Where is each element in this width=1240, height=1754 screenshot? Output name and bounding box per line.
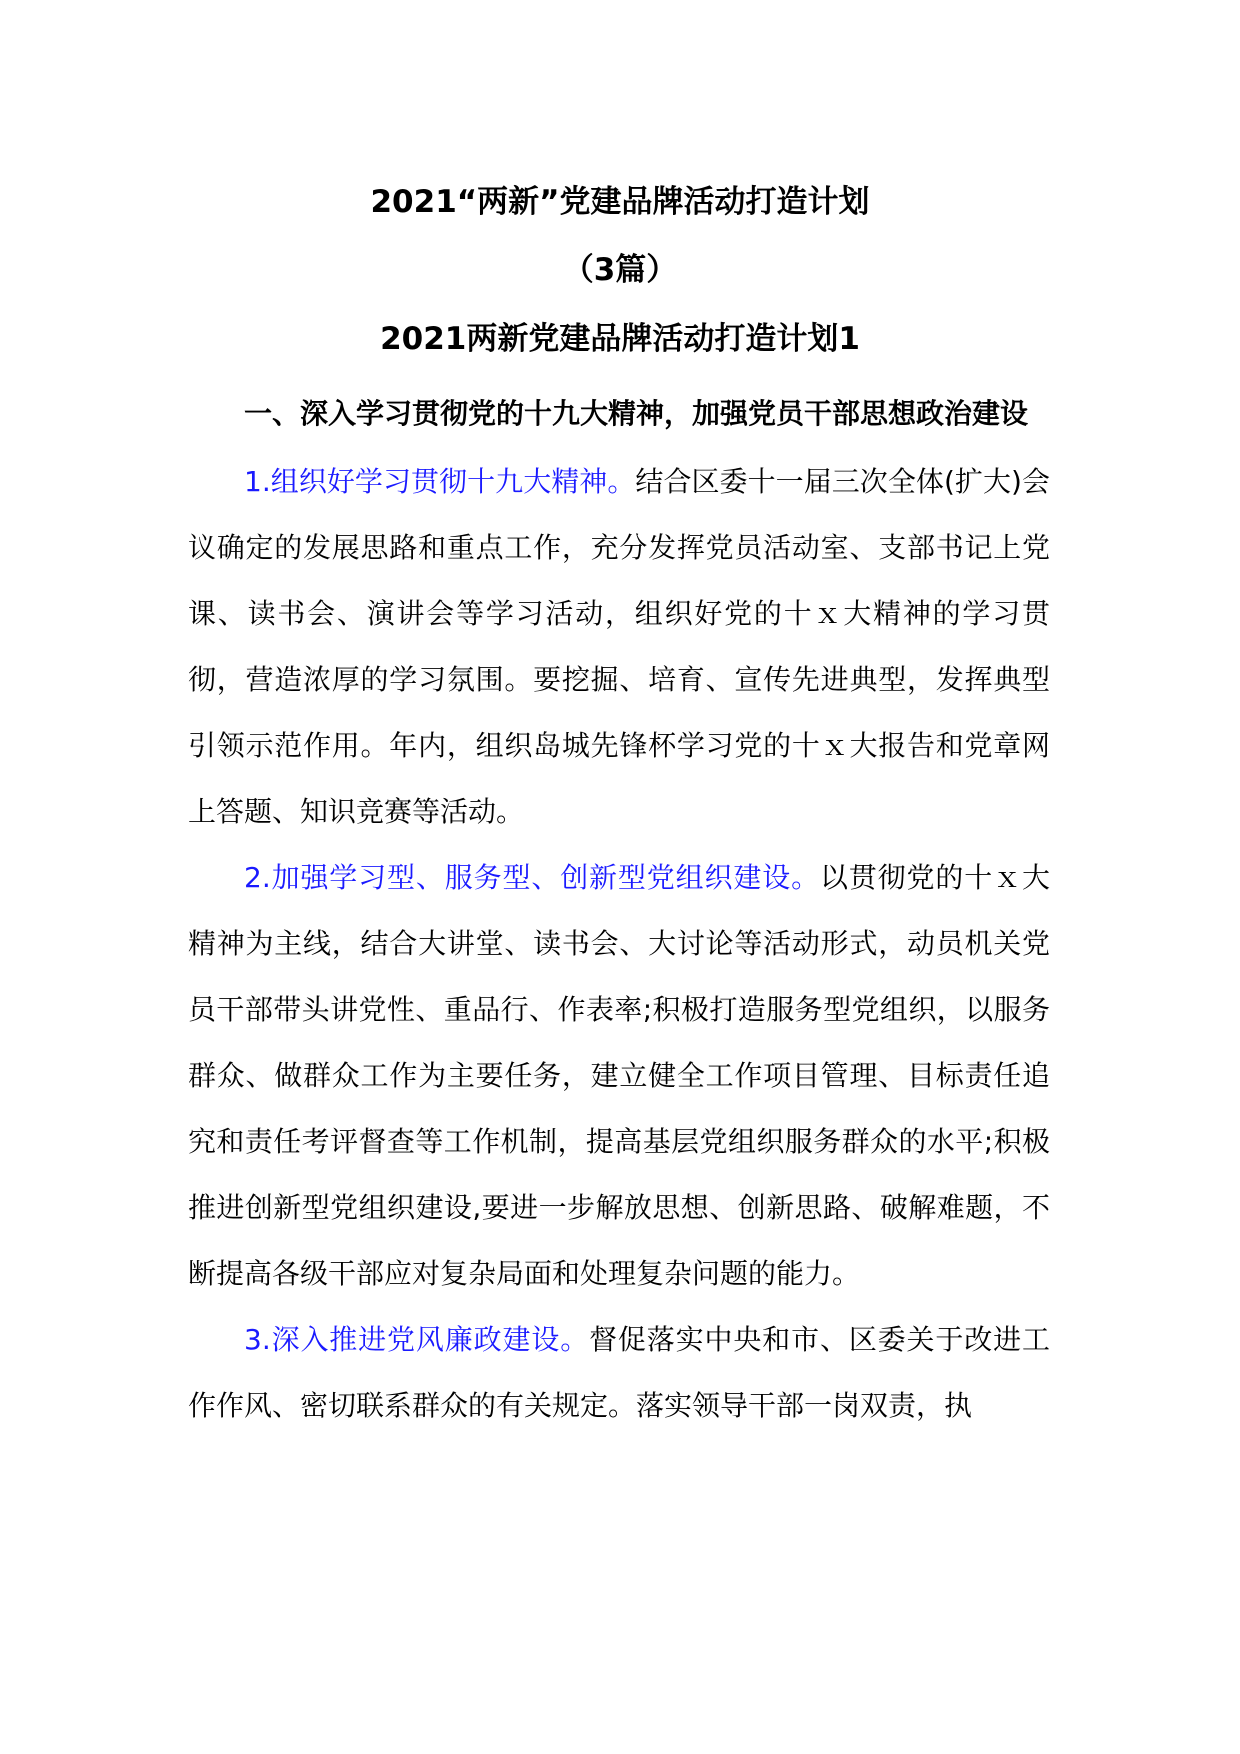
paragraph-item-1	[188, 449, 1050, 845]
item-lead-1: 1.组织好学习贯彻十九大精神。	[244, 465, 636, 498]
paragraph-item-2	[188, 845, 1050, 1307]
item-lead-2: 2.加强学习型、服务型、创新型党组织建设。	[244, 861, 820, 894]
item-lead-3: 3.深入推进党风廉政建设。	[244, 1323, 590, 1356]
item-text-1: 结合区委十一届三次全体(扩大)会议确定的发展思路和重点工作，充分发挥党员活动室、支部书记上党课、读书会、演讲会等学习活动，组织好党的十ｘ大精神的学习贯彻，营造浓厚的学习氛围。要挖掘、培育、宣传先进典型，发挥典型引领示范作用。年内，组织岛城先锋杯学习党的十ｘ大报告和党章网上答题、知识竞赛等活动。	[188, 465, 1050, 828]
section-heading: 一、深入学习贯彻党的十九大精神，加强党员干部思想政治建设	[244, 397, 1029, 430]
document-title-count: （3篇）	[562, 252, 678, 288]
document-title: 2021“两新”党建品牌活动打造计划	[370, 184, 870, 220]
document-subtitle: 2021两新党建品牌活动打造计划1	[380, 321, 860, 357]
item-text-3: 督促落实中央和市、区委关于改进工作作风、密切联系群众的有关规定。落实领导干部一岗双责，执	[188, 1323, 1050, 1422]
paragraph-item-3	[188, 1307, 1050, 1439]
item-text-2: 以贯彻党的十ｘ大精神为主线，结合大讲堂、读书会、大讨论等活动形式，动员机关党员干部带头讲党性、重品行、作表率;积极打造服务型党组织，以服务群众、做群众工作为主要任务，建立健全工作项目管理、目标责任追究和责任考评督查等工作机制，提高基层党组织服务群众的水平;积极推进创新型党组织建设,要进一步解放思想、创新思路、破解难题，不断提高各级干部应对复杂局面和处理复杂问题的能力。	[188, 861, 1050, 1290]
document-body	[188, 380, 1050, 1439]
